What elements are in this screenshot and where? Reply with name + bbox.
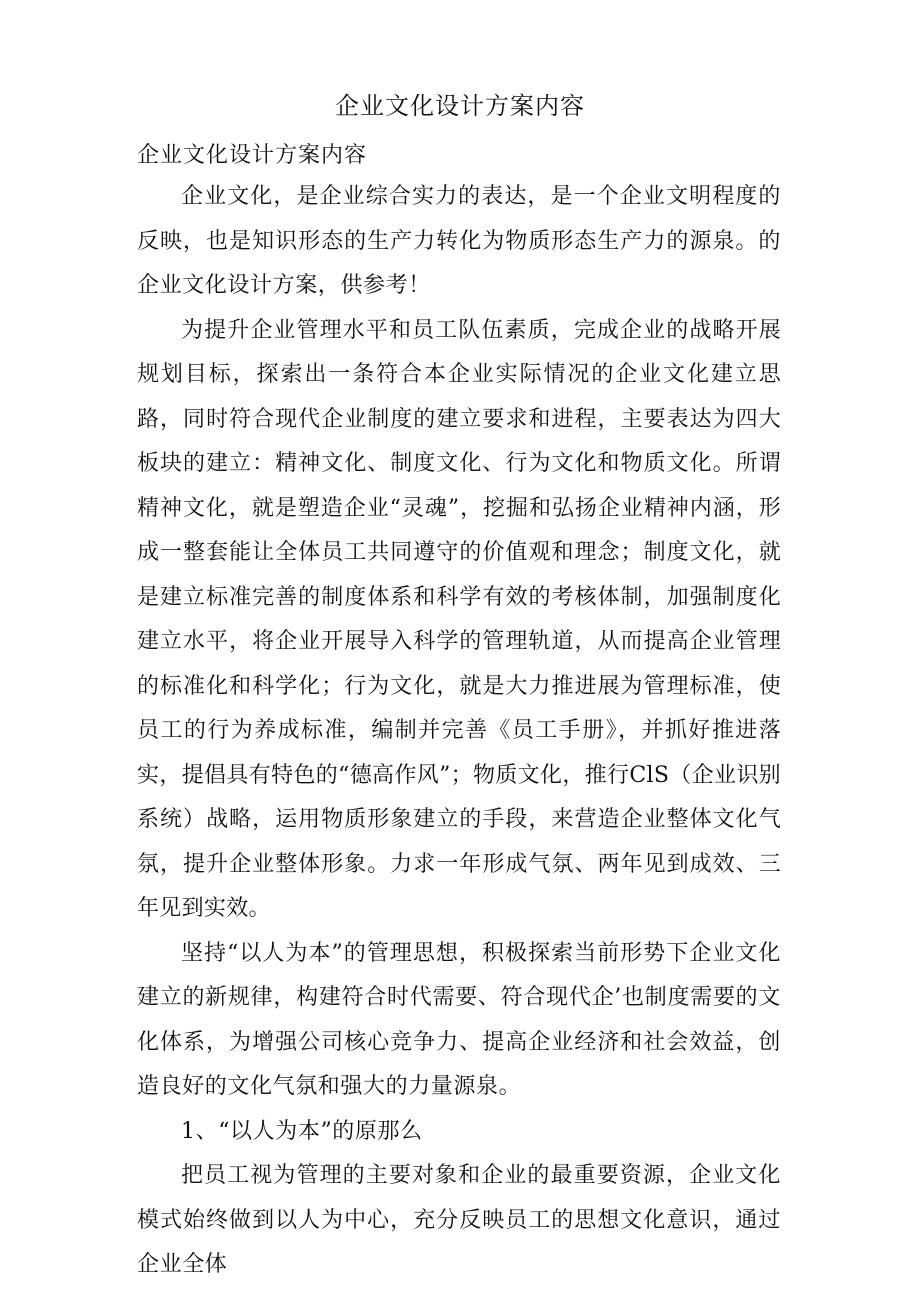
- document-body: [137, 175, 781, 1288]
- paragraph-principle-1-body: 把员工视为管理的主要对象和企业的最重要资源，企业文化模式始终做到以人为中心，充分反映员工的思想文化意识，通过企业全体: [137, 1163, 781, 1277]
- paragraph-intro: 企业文化，是企业综合实力的表达，是一个企业文明程度的反映，也是知识形态的生产力转化为物质形态生产力的源泉。的企业文化设计方案，供参考！: [137, 184, 781, 298]
- document-subtitle: 企业文化设计方案内容: [137, 143, 368, 168]
- paragraph-four-sectors: 为提升企业管理水平和员工队伍素质，完成企业的战略开展规划目标，探索出一条符合本企业实际情况的企业文化建立思路，同时符合现代企业制度的建立要求和进程，主要表达为四大板块的建立：精神文化、制度文化、行为文化和物质文化。所谓精神文化，就是塑造企业“灵魂”，挖掘和弘扬企业精神内涵，形成一整套能让全体员工共同遵守的价值观和理念；制度文化，就是建立标准完善的制度体系和科学有效的考核体制，加强制度化建立水平，将企业开展导入科学的管理轨道，从而提高企业管理的标准化和科学化；行为文化，就是大力推进展为管理标准，使员工的行为养成标准，编制并完善《员工手册》，并抓好推进落实，提倡具有特色的“德高作风”；物质文化，推行ClS（企业识别系统）战略，运用物质形象建立的手段，来营造企业整体文化气氛，提升企业整体形象。力求一年形成气氛、两年见到成效、三年见到实效。: [137, 317, 781, 921]
- paragraph-people-oriented-thought: 坚持“以人为本”的管理思想，积极探索当前形势下企业文化建立的新规律，构建符合时代需要、符合现代企’也制度需要的文化体系，为增强公司核心竞争力、提高企业经济和社会效益，创造良好的文化气氛和强大的力量源泉。: [137, 940, 781, 1099]
- document-title: 企业文化设计方案内容: [335, 92, 585, 120]
- section-heading-principle-1: 1、“以人为本”的原那么: [181, 1118, 423, 1144]
